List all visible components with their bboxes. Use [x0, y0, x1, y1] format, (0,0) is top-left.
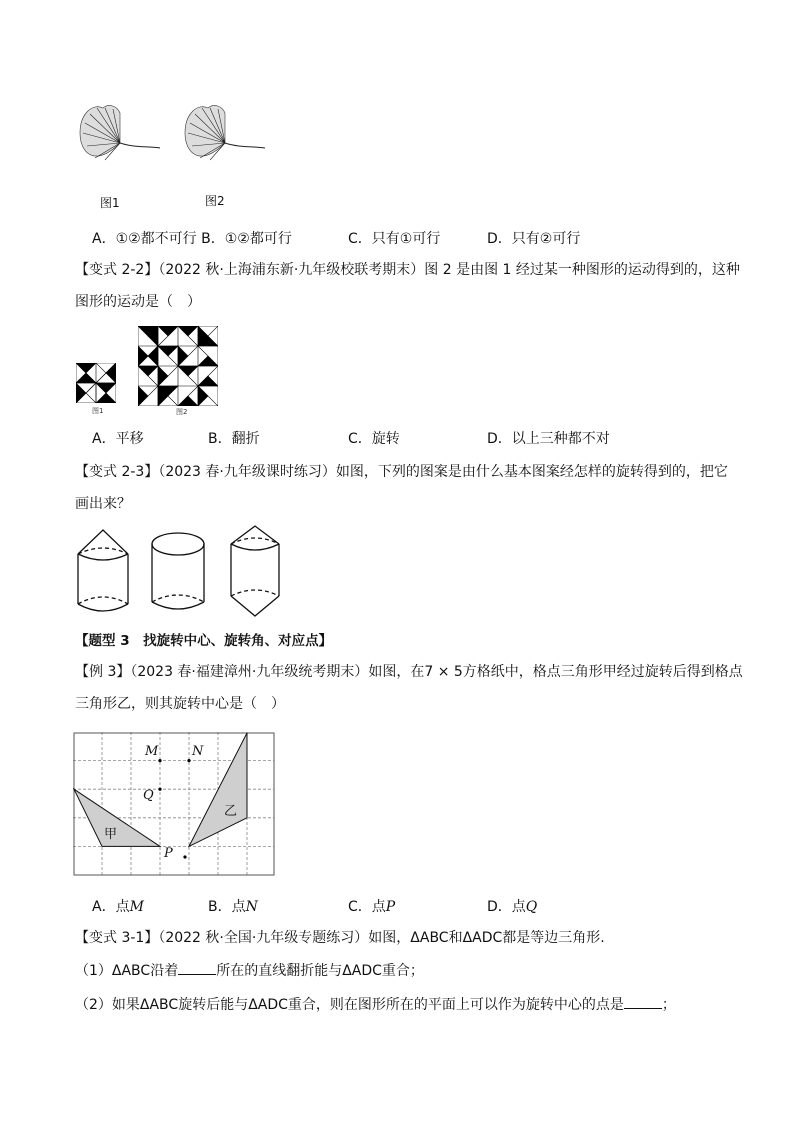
v2-2-line-2: 图形的运动是（ ） — [75, 294, 201, 310]
v2-2-option-c: C．旋转 — [348, 431, 400, 447]
grid-label-yi: 乙 — [224, 804, 238, 819]
topic-3-heading: 【题型 3 找旋转中心、旋转角、对应点】 — [75, 633, 333, 649]
grid-label-P: P — [164, 846, 173, 861]
tile-pattern-small — [76, 363, 116, 403]
v3-1-line-2: （1）ΔABC沿着 所在的直线翻折能与ΔADC重合； — [75, 960, 424, 981]
v3-1-line-3: （2）如果ΔABC旋转后能与ΔADC重合，则在图形所在的平面上可以作为旋转中心的点是 ； — [75, 994, 676, 1015]
figure-caption-2: 图2 — [205, 194, 225, 208]
solid-cone-on-cylinder — [72, 526, 134, 618]
grid-label-Q: Q — [143, 788, 154, 803]
q1-option-ab: A．①②都不可行 B．①②都可行 — [92, 231, 292, 247]
grid-label-jia: 甲 — [104, 827, 118, 842]
solid-cylinder — [146, 528, 210, 618]
v2-3-line-1: 【变式 2-3】（2023 春·九年级课时练习）如图，下列的图案是由什么基本图案经怎样的旋转得到的，把它 — [75, 464, 728, 480]
tile-pattern-large — [138, 326, 218, 406]
q1-option-c: C．只有①可行 — [348, 231, 441, 247]
v3-1-line-1: 【变式 3-1】（2022 秋·全国·九年级专题练习）如图，ΔABC和ΔADC都是等边三角形. — [75, 930, 605, 946]
ex3-option-c: C．点P — [348, 899, 396, 915]
v2-2-line-1: 【变式 2-2】（2022 秋·上海浦东新·九年级校联考期末）图 2 是由图 1 经过某一种图形的运动得到的，这种 — [75, 262, 740, 278]
ex3-line-2: 三角形乙，则其旋转中心是（ ） — [75, 696, 285, 712]
answer-blank-1[interactable] — [178, 960, 216, 975]
q1-option-d: D．只有②可行 — [487, 231, 581, 247]
ginkgo-figure-2 — [180, 98, 270, 178]
figure-caption-1: 图1 — [100, 196, 120, 210]
grid-label-M: M — [145, 744, 159, 759]
solid-double-cone-cylinder — [226, 522, 284, 622]
grid-label-N: N — [192, 744, 204, 759]
tile-caption-1: 图1 — [92, 407, 104, 415]
v2-3-line-2: 画出来？ — [75, 496, 131, 512]
v2-2-option-d: D．以上三种都不对 — [487, 431, 610, 447]
grid-figure — [73, 732, 275, 876]
ex3-option-b: B．点N — [208, 899, 258, 915]
tile-caption-2: 图2 — [176, 408, 188, 416]
ginkgo-figure-1 — [75, 98, 165, 178]
answer-blank-2[interactable] — [624, 994, 662, 1009]
ex3-option-d: D．点Q — [487, 899, 538, 915]
v2-2-option-a: A．平移 — [92, 431, 144, 447]
v2-2-option-b: B．翻折 — [208, 431, 260, 447]
ex3-option-a: A．点M — [92, 899, 144, 915]
ex3-line-1: 【例 3】（2023 春·福建漳州·九年级统考期末）如图，在7 × 5方格纸中，格点三角形甲经过旋转后得到格点 — [75, 664, 743, 680]
